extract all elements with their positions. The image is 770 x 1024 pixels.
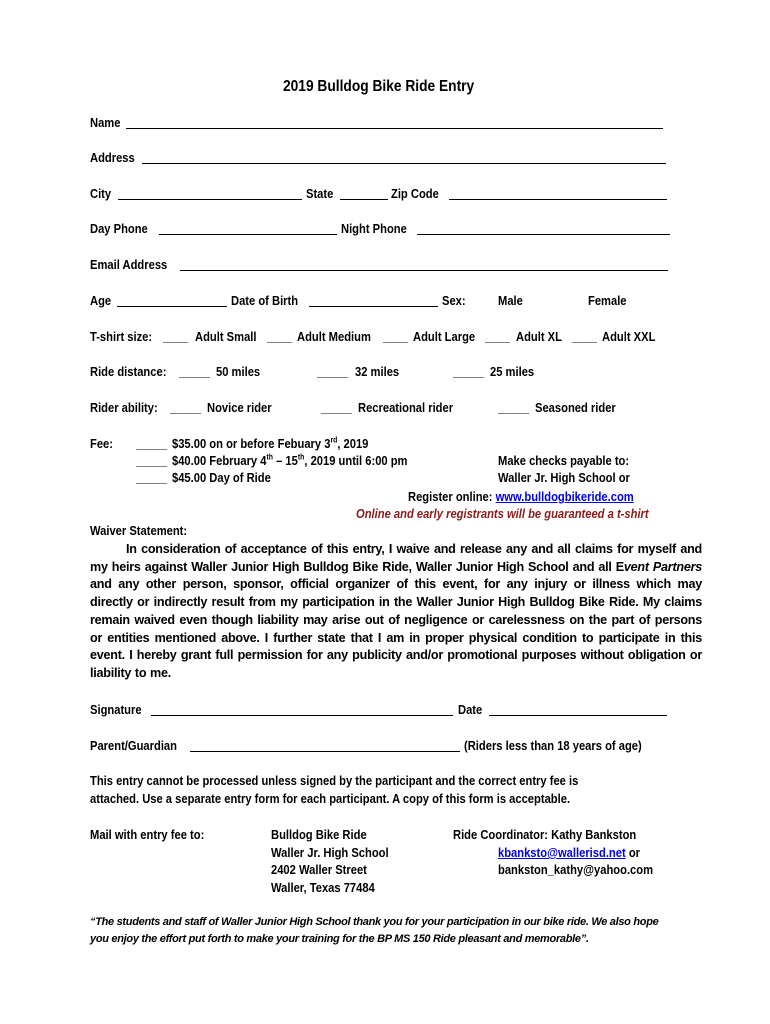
address-field[interactable] <box>142 163 666 164</box>
state-field[interactable] <box>340 199 388 200</box>
dob-label: Date of Birth <box>231 293 299 308</box>
tshirt-option-medium: Adult Medium <box>297 329 371 344</box>
name-field[interactable] <box>126 128 663 129</box>
day-phone-label: Day Phone <box>90 221 148 236</box>
processing-notice-line1: This entry cannot be processed unless signed by the participant and the correct entry fee is <box>90 773 579 788</box>
date-field[interactable] <box>489 715 667 716</box>
tshirt-blank[interactable]: ____ <box>572 329 597 344</box>
tshirt-option-xl: Adult XL <box>516 329 562 344</box>
signature-field[interactable] <box>151 715 453 716</box>
zip-label: Zip Code <box>391 186 439 201</box>
signature-label: Signature <box>90 702 142 717</box>
distance-blank[interactable]: _____ <box>317 364 349 379</box>
tshirt-blank[interactable]: ____ <box>267 329 292 344</box>
parent-guardian-field[interactable] <box>190 751 460 752</box>
city-field[interactable] <box>118 199 302 200</box>
thank-you-quote-line1: “The students and staff of Waller Junior High School thank you for your participation in our bike ride. We also hope <box>90 916 659 928</box>
name-label: Name <box>90 115 121 130</box>
ability-option-seasoned: Seasoned rider <box>535 400 616 415</box>
checks-payable-label: Make checks payable to: <box>498 453 630 468</box>
fee-label: Fee: <box>90 436 113 451</box>
tshirt-blank[interactable]: ____ <box>485 329 510 344</box>
sex-label: Sex: <box>442 293 466 308</box>
fee-blank[interactable]: _____ <box>136 470 168 485</box>
mail-address-line: Bulldog Bike Ride <box>271 827 367 842</box>
register-link[interactable]: www.bulldogbikeride.com <box>495 489 634 504</box>
coordinator-name: Ride Coordinator: Kathy Bankston <box>453 827 637 842</box>
date-label: Date <box>458 702 483 717</box>
page-title: 2019 Bulldog Bike Ride Entry <box>283 78 475 95</box>
fee-blank[interactable]: _____ <box>136 436 168 451</box>
fee-blank[interactable]: _____ <box>136 453 168 468</box>
tshirt-option-large: Adult Large <box>413 329 476 344</box>
mail-address-line: Waller Jr. High School <box>271 845 389 860</box>
tshirt-blank[interactable]: ____ <box>383 329 408 344</box>
ability-blank[interactable]: _____ <box>498 400 530 415</box>
state-label: State <box>306 186 334 201</box>
address-label: Address <box>90 150 135 165</box>
distance-option-50: 50 miles <box>216 364 261 379</box>
tshirt-blank[interactable]: ____ <box>163 329 188 344</box>
fee-option-early: $35.00 on or before Febuary 3rd, 2019 <box>172 435 369 451</box>
tshirt-option-small: Adult Small <box>195 329 257 344</box>
ability-blank[interactable]: _____ <box>170 400 202 415</box>
processing-notice-line2: attached. Use a separate entry form for each participant. A copy of this form is acceptable. <box>90 791 571 806</box>
email-field[interactable] <box>180 270 668 271</box>
mail-address-line: 2402 Waller Street <box>271 862 367 877</box>
thank-you-quote-line2: you enjoy the effort put forth to make your training for the BP MS 150 Ride pleasant and memorable”. <box>90 933 589 945</box>
checks-payable-to: Waller Jr. High School or <box>498 470 630 485</box>
coordinator-email-alt: bankston_kathy@yahoo.com <box>498 862 654 877</box>
register-online <box>408 489 634 505</box>
sex-option-male[interactable]: Male <box>498 293 523 308</box>
day-phone-field[interactable] <box>159 234 337 235</box>
tshirt-option-xxl: Adult XXL <box>602 329 656 344</box>
waiver-heading: Waiver Statement: <box>90 523 188 538</box>
ability-option-recreational: Recreational rider <box>358 400 454 415</box>
fee-option-regular: $40.00 February 4th – 15th, 2019 until 6:00 pm <box>172 452 408 468</box>
register-online-label: Register online: <box>408 489 493 504</box>
tshirt-label: T-shirt size: <box>90 329 153 344</box>
city-label: City <box>90 186 112 201</box>
waiver-text: In consideration of acceptance of this entry, I waive and release any and all claims for myself and my heirs against Waller Junior High Bulldog Bike Ride, Waller Junior High School and all Event Partners and any other person, sponsor, official organizer of this event, for any injury or illness which may directly or indirectly result from my participation in the Waller Junior High Bulldog Bike Ride. My claims remain waived even though liability may arise out of negligence or carelessness on the part of persons or entities mentioned above. I further state that I am in proper physical condition to participate in this event. I hereby grant full permission for any publicity and/or promotional purposes without obligation or liability to me. <box>90 542 702 680</box>
age-field[interactable] <box>117 306 227 307</box>
distance-option-25: 25 miles <box>490 364 535 379</box>
mail-address-line: Waller, Texas 77484 <box>271 880 375 895</box>
distance-label: Ride distance: <box>90 364 167 379</box>
coordinator-email-line: kbanksto@wallerisd.net or <box>498 845 641 860</box>
fee-option-day-of: $45.00 Day of Ride <box>172 470 271 485</box>
mail-label: Mail with entry fee to: <box>90 827 205 842</box>
tshirt-guarantee-notice: Online and early registrants will be guaranteed a t-shirt <box>356 506 649 521</box>
distance-blank[interactable]: _____ <box>453 364 485 379</box>
ability-option-novice: Novice rider <box>207 400 272 415</box>
parent-guardian-label: Parent/Guardian <box>90 738 177 753</box>
parent-guardian-note: (Riders less than 18 years of age) <box>464 738 642 753</box>
sex-option-female[interactable]: Female <box>588 293 627 308</box>
age-label: Age <box>90 293 112 308</box>
coordinator-email-link[interactable]: kbanksto@wallerisd.net <box>498 845 626 860</box>
distance-blank[interactable]: _____ <box>179 364 211 379</box>
ability-blank[interactable]: _____ <box>321 400 353 415</box>
dob-field[interactable] <box>309 306 438 307</box>
distance-option-32: 32 miles <box>355 364 400 379</box>
ability-label: Rider ability: <box>90 400 158 415</box>
zip-field[interactable] <box>449 199 667 200</box>
email-label: Email Address <box>90 257 168 272</box>
night-phone-label: Night Phone <box>341 221 407 236</box>
night-phone-field[interactable] <box>417 234 670 235</box>
